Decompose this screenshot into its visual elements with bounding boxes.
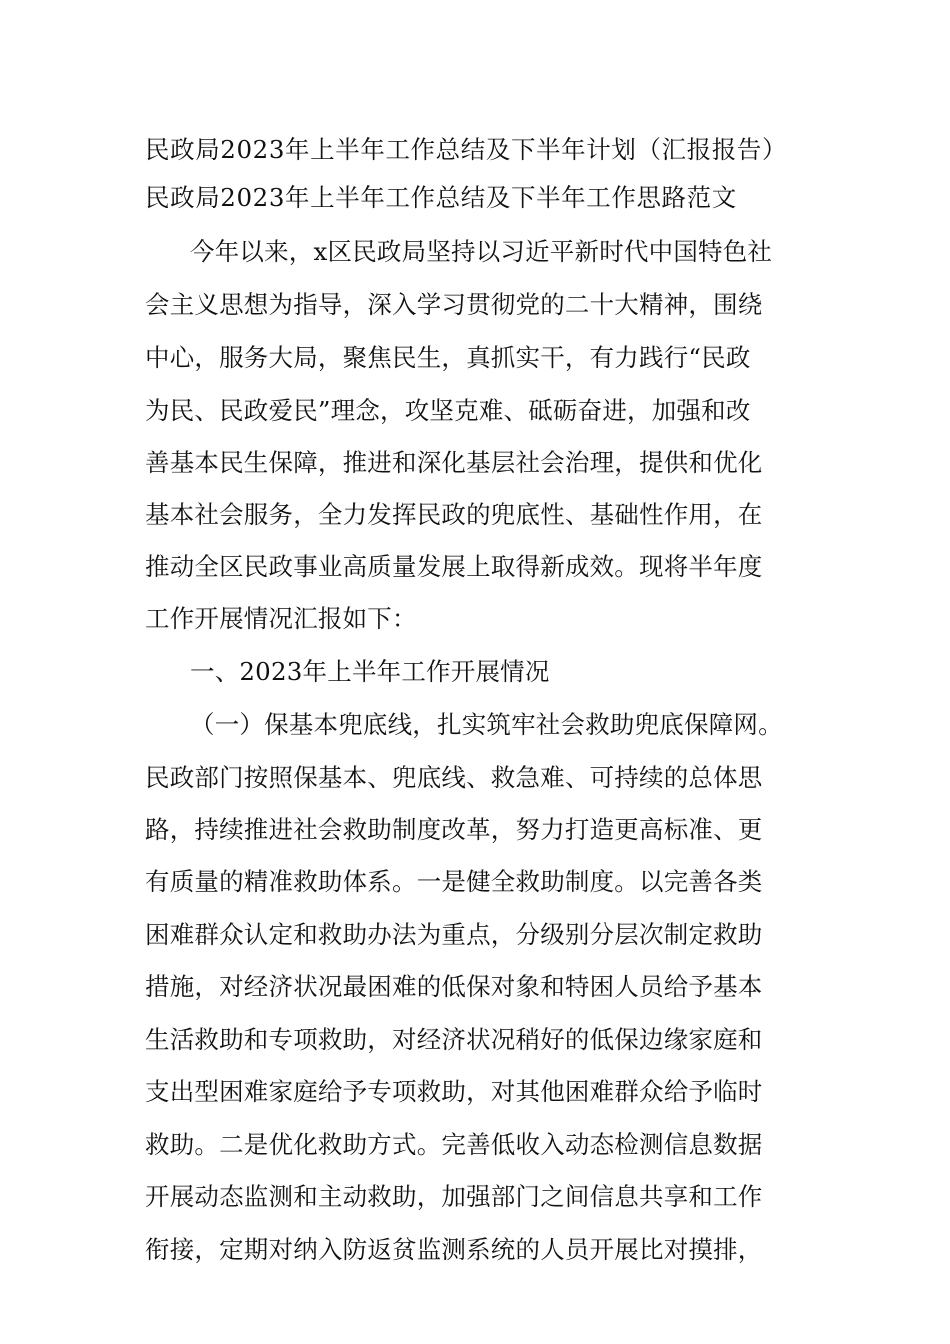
paragraph-2-line-6: 措施，对经济状况最困难的低保对象和特困人员给予基本 (145, 972, 763, 1001)
section-heading-1: 一、2023年上半年工作开展情况 (190, 657, 550, 686)
document-title-2: 民政局2023年上半年工作总结及下半年工作思路范文 (145, 183, 737, 212)
paragraph-2-line-1: （一）保基本兜底线，扎实筑牢社会救助兜底保障网。 (190, 710, 783, 739)
paragraph-2-line-5: 困难群众认定和救助办法为重点，分级别分层次制定救助 (145, 920, 763, 949)
paragraph-1-line-2: 会主义思想为指导，深入学习贯彻党的二十大精神，围绕 (145, 290, 763, 319)
paragraph-2-line-3: 路，持续推进社会救助制度改革，努力打造更高标准、更 (145, 815, 763, 844)
paragraph-2-line-11: 衔接，定期对纳入防返贫监测系统的人员开展比对摸排， (145, 1235, 763, 1264)
paragraph-1-line-7: 推动全区民政事业高质量发展上取得新成效。现将半年度 (145, 552, 763, 581)
paragraph-1-line-3: 中心，服务大局，聚焦民生，真抓实干，有力践行“民政 (145, 343, 751, 372)
paragraph-2-line-2: 民政部门按照保基本、兜底线、救急难、可持续的总体思 (145, 763, 763, 792)
paragraph-2-line-7: 生活救助和专项救助，对经济状况稍好的低保边缘家庭和 (145, 1025, 763, 1054)
paragraph-1-line-5: 善基本民生保障，推进和深化基层社会治理，提供和优化 (145, 448, 763, 477)
paragraph-1-line-4: 为民、民政爱民”理念，攻坚克难、砥砺奋进，加强和改 (145, 396, 751, 425)
paragraph-2-line-9: 救助。二是优化救助方式。完善低收入动态检测信息数据 (145, 1130, 763, 1159)
paragraph-2-line-4: 有质量的精准救助体系。一是健全救助制度。以完善各类 (145, 867, 763, 896)
paragraph-1-line-8: 工作开展情况汇报如下： (145, 604, 417, 633)
paragraph-2-line-10: 开展动态监测和主动救助，加强部门之间信息共享和工作 (145, 1182, 763, 1211)
paragraph-1-line-1: 今年以来，x区民政局坚持以习近平新时代中国特色社 (190, 237, 773, 266)
paragraph-2-line-8: 支出型困难家庭给予专项救助，对其他困难群众给予临时 (145, 1077, 763, 1106)
paragraph-1-line-6: 基本社会服务，全力发挥民政的兜底性、基础性作用，在 (145, 500, 763, 529)
document-title-1: 民政局2023年上半年工作总结及下半年计划（汇报报告） (145, 135, 788, 164)
